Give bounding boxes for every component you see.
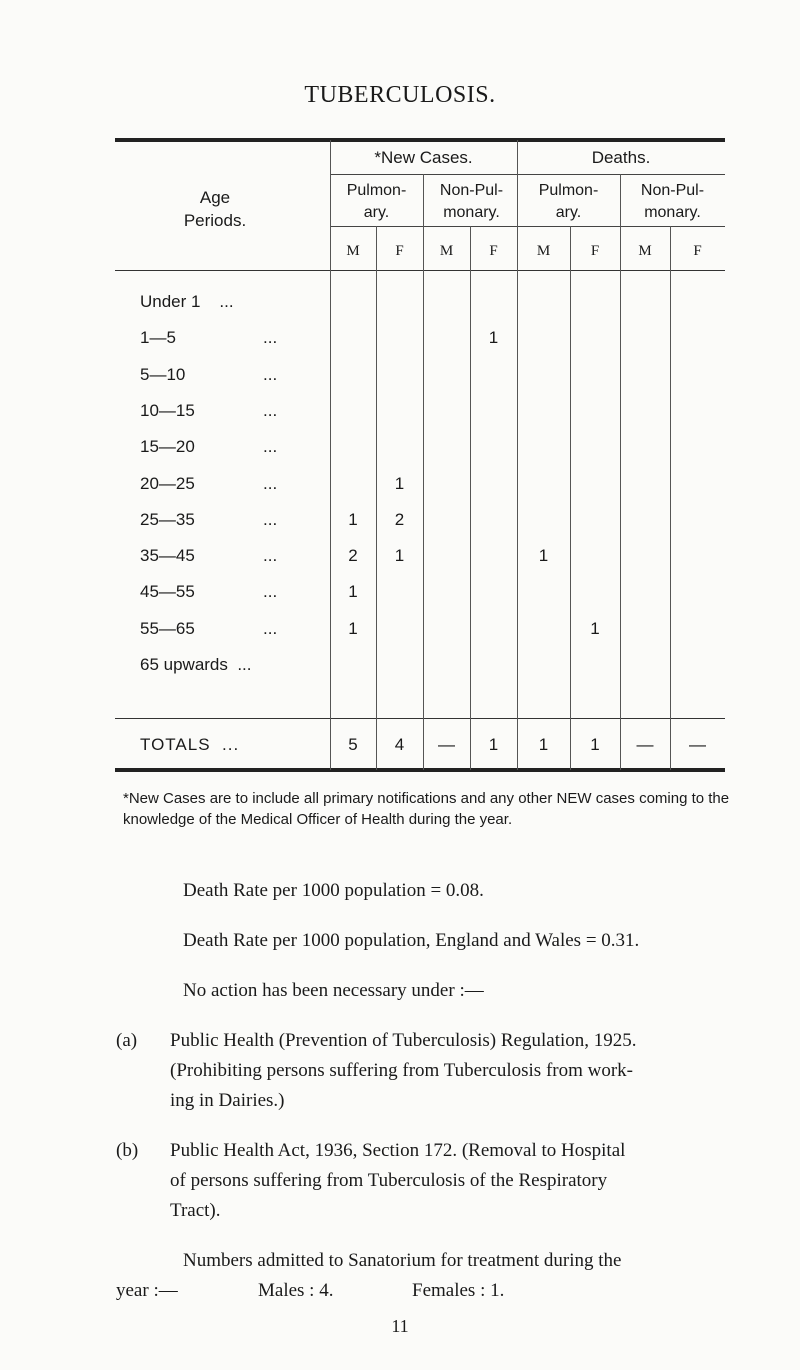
footnote: *New Cases are to include all primary notifications and any other NEW cases coming to the knowledge of the Medical Officer of Health during the year. xyxy=(123,790,730,828)
total-cell: 4 xyxy=(394,735,405,754)
group-divider xyxy=(330,174,725,175)
leader-dots: ... xyxy=(263,328,278,347)
total-cell: 5 xyxy=(348,735,358,754)
sex-header: F xyxy=(395,243,404,259)
age-period: 1—5 xyxy=(140,328,176,347)
table-cell: 1 xyxy=(394,546,405,565)
total-cell: 1 xyxy=(488,735,499,754)
leader-dots: ... xyxy=(263,365,278,384)
sanatorium-males: Males : 4. xyxy=(258,1280,334,1301)
page-number: 11 xyxy=(391,1316,409,1336)
col-divider xyxy=(470,226,471,770)
age-period: 5—10 xyxy=(140,365,186,384)
table-bottom-rule xyxy=(115,768,725,772)
page-title: TUBERCULOSIS. xyxy=(304,82,496,108)
sex-header: F xyxy=(693,243,702,259)
sanatorium-females: Females : 1. xyxy=(412,1280,505,1301)
sex-header: F xyxy=(590,243,600,259)
age-period: 45—55 xyxy=(140,582,195,601)
item-b-line: Public Health Act, 1936, Section 172. (Removal to Hospital xyxy=(170,1140,626,1161)
age-period: 20—25 xyxy=(140,474,195,493)
age-header-line: Age xyxy=(199,188,231,207)
subgroup-header xyxy=(423,180,520,224)
leader-dots: ... xyxy=(263,401,278,420)
header-rule xyxy=(115,270,725,271)
sex-header: M xyxy=(346,243,360,259)
subgroup-line: monary. xyxy=(644,204,701,221)
new-cases-header: *New Cases. xyxy=(374,148,473,167)
death-rate-england-wales: Death Rate per 1000 population, England and Wales = 0.31. xyxy=(183,930,640,951)
age-period: 25—35 xyxy=(140,510,195,529)
total-cell: 1 xyxy=(538,735,549,754)
table-cell: 1 xyxy=(348,619,358,638)
sex-header: M xyxy=(638,243,652,259)
item-a-line: ing in Dairies.) xyxy=(170,1090,285,1111)
subgroup-line: Pulmon- xyxy=(538,182,599,199)
deaths-header: Deaths. xyxy=(591,148,651,167)
table-cell: 1 xyxy=(488,328,499,347)
subgroup-divider xyxy=(330,226,725,227)
leader-dots: ... xyxy=(263,582,278,601)
col-divider xyxy=(570,226,571,770)
age-header xyxy=(140,186,290,232)
subgroup-line: ary. xyxy=(363,204,390,221)
sanatorium-line: Numbers admitted to Sanatorium for treatment during the xyxy=(183,1250,622,1271)
leader-dots: ... xyxy=(263,437,278,456)
col-divider xyxy=(670,226,671,770)
item-b-label: (b) xyxy=(116,1140,139,1161)
age-period: Under 1 ... xyxy=(140,292,234,311)
age-period: 35—45 xyxy=(140,546,195,565)
leader-dots: ... xyxy=(263,619,278,638)
table-top-rule xyxy=(115,138,725,142)
table-cell: 2 xyxy=(348,546,358,565)
table-cell: 1 xyxy=(348,582,358,601)
col-divider xyxy=(423,174,424,770)
col-divider xyxy=(330,140,331,770)
death-rate: Death Rate per 1000 population = 0.08. xyxy=(183,880,484,901)
item-a-line: (Prohibiting persons suffering from Tuberculosis from work- xyxy=(170,1060,634,1081)
item-b-line: Tract). xyxy=(170,1200,221,1221)
total-cell: — xyxy=(438,735,455,754)
leader-dots: ... xyxy=(263,510,278,529)
subgroup-header xyxy=(330,180,423,224)
totals-rule xyxy=(115,718,725,719)
item-b-line: of persons suffering from Tuberculosis of the Respiratory xyxy=(170,1170,608,1191)
col-divider xyxy=(517,140,518,770)
age-period: 15—20 xyxy=(140,437,195,456)
subgroup-header xyxy=(517,180,620,224)
subgroup-line: Non-Pul- xyxy=(439,182,504,199)
item-a-label: (a) xyxy=(116,1030,138,1051)
col-divider xyxy=(620,174,621,770)
sex-header: M xyxy=(439,243,454,259)
total-cell: — xyxy=(689,735,706,754)
age-period: 65 upwards ... xyxy=(140,655,252,674)
table-cell: 1 xyxy=(348,510,358,529)
table-cell: 1 xyxy=(590,619,600,638)
no-action-text: No action has been necessary under :— xyxy=(183,980,484,1001)
subgroup-line: monary. xyxy=(443,204,500,221)
sanatorium-year: year :— xyxy=(116,1280,178,1301)
subgroup-line: Non-Pul- xyxy=(640,182,705,199)
sex-header: M xyxy=(536,243,551,259)
table-cell: 1 xyxy=(538,546,549,565)
subgroup-line: Pulmon- xyxy=(346,182,407,199)
leader-dots: ... xyxy=(263,474,278,493)
total-cell: — xyxy=(636,735,654,754)
age-period: 55—65 xyxy=(140,619,195,638)
table-cell: 2 xyxy=(394,510,405,529)
total-cell: 1 xyxy=(590,735,600,754)
col-divider xyxy=(376,226,377,770)
age-header-line: Periods. xyxy=(183,211,247,230)
leader-dots: ... xyxy=(263,546,278,565)
table-cell: 1 xyxy=(394,474,405,493)
subgroup-line: ary. xyxy=(555,204,582,221)
item-a-line: Public Health (Prevention of Tuberculosis) Regulation, 1925. xyxy=(170,1030,637,1051)
totals-label: TOTALS ... xyxy=(140,735,240,754)
age-period: 10—15 xyxy=(140,401,195,420)
subgroup-header xyxy=(620,180,725,224)
sex-header: F xyxy=(489,243,498,259)
